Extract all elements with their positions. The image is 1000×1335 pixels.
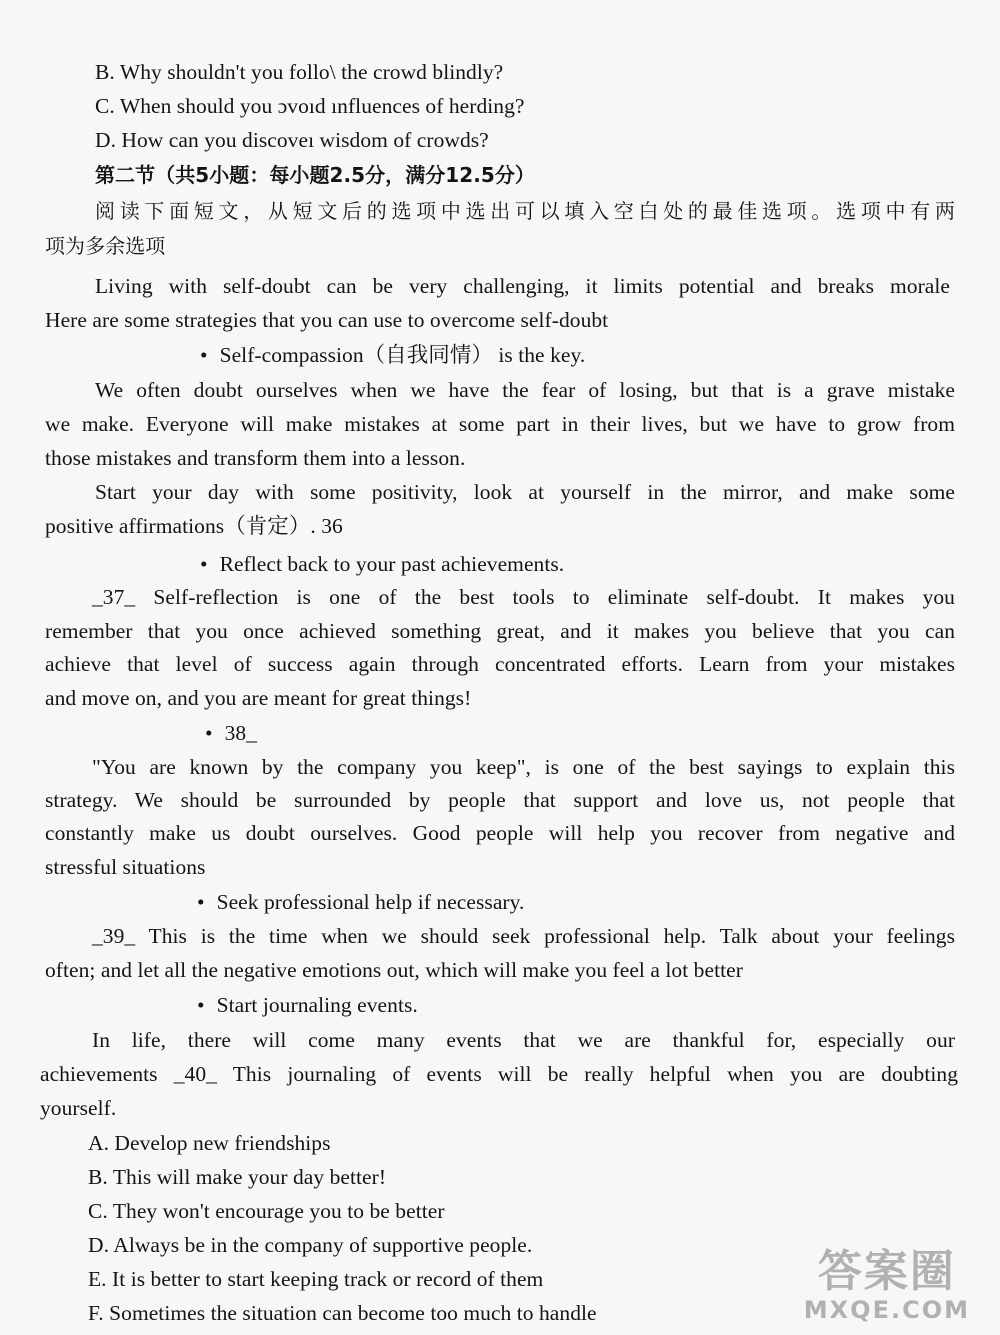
bullet-reflect [200, 550, 564, 578]
bullet-text: Seek professional help if necessary. [216, 890, 525, 914]
para4-line-3: constantly make us doubt ourselves. Good people will help you recover from negative and [45, 821, 955, 845]
para2-line-1: Start your day with some positivity, look at yourself in the mirror, and make some [95, 480, 955, 504]
para4-line-2: strategy. We should be surrounded by people that support and love us, not people that [45, 788, 955, 812]
option-a: A. Develop new friendships [88, 1131, 331, 1155]
para4-line-4: stressful situations [45, 855, 206, 879]
instructions-line-1: 阅读下面短文，从短文后的选项中选出可以填入空白处的最佳选项。选项中有两 [95, 199, 955, 223]
para4-line-1: "You are known by the company you keep", is one of the best sayings to explain this [92, 755, 955, 779]
bullet-38 [205, 719, 257, 747]
bullet-text: 38_ [224, 721, 257, 745]
bullet-dot-icon: • [205, 721, 213, 745]
bullet-dot-icon: • [197, 890, 205, 914]
bullet-dot-icon: • [200, 552, 208, 576]
site-watermark [804, 1247, 970, 1323]
para5-line-2: often; and let all the negative emotions out, which will make you feel a lot better [45, 958, 743, 982]
para3-line-4: and move on, and you are meant for great things! [45, 686, 472, 710]
para1-line-2: we make. Everyone will make mistakes at some part in their lives, but we have to grow from [45, 412, 955, 436]
para1-line-1: We often doubt ourselves when we have the fear of losing, but that is a grave mistake [95, 378, 955, 402]
watermark-logo-text: 答案圈 [817, 1246, 956, 1297]
option-c-prev: C. When should you ɔvoıd ınfluences of herding? [95, 94, 525, 118]
instructions-line-2: 项为多余选项 [45, 234, 166, 258]
para6-line-2: achievements _40_ This journaling of events will be really helpful when you are doubting [40, 1062, 958, 1086]
intro-line-2: Here are some strategies that you can use to overcome self-doubt [45, 308, 609, 332]
bullet-dot-icon: • [200, 343, 208, 367]
para6-line-1: In life, there will come many events that we are thankful for, especially our [92, 1028, 955, 1052]
para3-line-3: achieve that level of success again through concentrated efforts. Learn from your mistakes [45, 652, 955, 676]
option-d-prev: D. How can you discoveı wisdom of crowds? [95, 128, 489, 152]
bullet-text: Start journaling events. [216, 993, 418, 1017]
intro-line-1: Living with self-doubt can be very challenging, it limits potential and breaks morale [95, 274, 950, 298]
option-b-prev: B. Why shouldn't you follo\ the crowd blindly? [95, 60, 504, 84]
bullet-text: Self-compassion（自我同情） is the key. [219, 343, 586, 367]
bullet-dot-icon: • [197, 993, 205, 1017]
option-b: B. This will make your day better! [88, 1165, 387, 1189]
option-d: D. Always be in the company of supportive people. [88, 1233, 533, 1257]
para3-line-2: remember that you once achieved something great, and it makes you believe that you can [45, 619, 955, 643]
watermark-url: MXQE.COM [803, 1296, 970, 1324]
section-heading: 第二节（共5小题：每小题2.5分，满分12.5分） [95, 163, 535, 187]
para6-line-3: yourself. [40, 1096, 117, 1120]
option-c: C. They won't encourage you to be better [88, 1199, 445, 1223]
bullet-professional-help [197, 888, 524, 916]
para5-line-1: _39_ This is the time when we should seek professional help. Talk about your feelings [92, 924, 955, 948]
option-f: F. Sometimes the situation can become too much to handle [88, 1301, 597, 1325]
para1-line-3: those mistakes and transform them into a lesson. [45, 446, 466, 470]
option-e: E. It is better to start keeping track or record of them [88, 1267, 544, 1291]
bullet-text: Reflect back to your past achievements. [219, 552, 565, 576]
para3-line-1: _37_ Self-reflection is one of the best tools to eliminate self-doubt. It makes you [92, 585, 955, 609]
para2-line-2: positive affirmations（肯定）. 36 [45, 514, 343, 538]
bullet-journaling [197, 991, 418, 1019]
bullet-self-compassion [200, 341, 585, 369]
